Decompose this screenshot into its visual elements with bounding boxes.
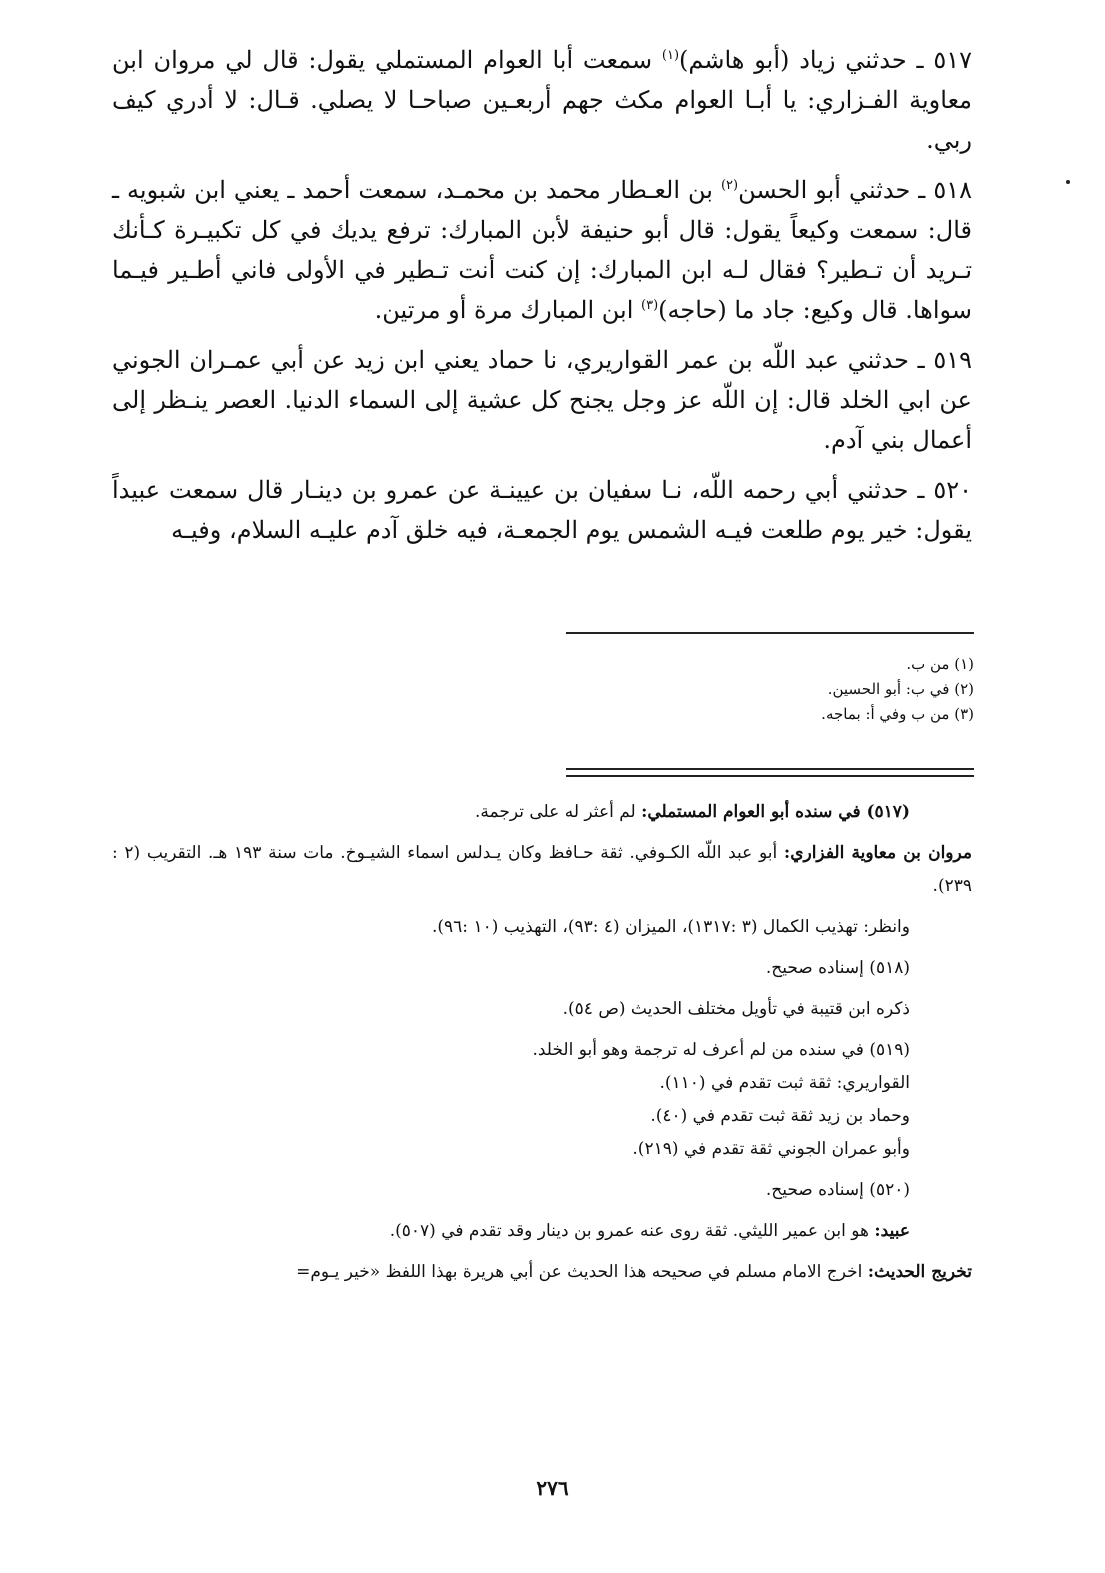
hadith-text: ٥١٨ ـ حدثني أبو الحسن bbox=[738, 176, 972, 204]
footnote-ref: (٣) bbox=[641, 298, 659, 313]
footnote-ref: (١) bbox=[661, 48, 680, 63]
commentary-519-note-1: القواريري: ثقة ثبت تقدم في (١١٠). bbox=[659, 1073, 910, 1093]
footnote-2: (٢) في ب: أبو الحسين. bbox=[827, 680, 974, 698]
commentary-marwan bbox=[112, 837, 972, 903]
commentary-519-note-3: وأبو عمران الجوني ثقة تقدم في (٢١٩). bbox=[632, 1139, 910, 1159]
hadith-text: ابن المبارك مرة أو مرتين. bbox=[374, 296, 642, 324]
footnote-divider bbox=[566, 632, 974, 634]
commentary-label: عبيد: bbox=[874, 1221, 910, 1241]
commentary-label: مروان بن معاوية الفزاري: bbox=[783, 843, 972, 863]
commentary-refs: وانظر: تهذيب الكمال (٣ :١٣١٧)، الميزان (٤ :٩٣)، التهذيب (١٠ :٩٦). bbox=[431, 917, 910, 937]
commentary-label: تخريج الحديث: bbox=[867, 1262, 972, 1282]
hadith-text: ٥١٩ ـ حدثني عبد اللّه بن عمر القواريري، نا حماد يعني ابن زيد عن أبي عمـران الجوني عن ابي الخلد قال: إن اللّه عز وجل يجنح كل عشية إلى السماء الدنيا. العصر ينـظر إلى أعمال بني آدم. bbox=[112, 346, 972, 454]
commentary-517 bbox=[112, 796, 972, 829]
hadith-520 bbox=[112, 470, 972, 550]
commentary-label: (٥١٧) في سنده أبو العوام المستملي: bbox=[641, 802, 910, 822]
commentary-ubayd bbox=[112, 1215, 972, 1248]
hadith-text: ٥١٧ ـ حدثني زياد (أبو هاشم) bbox=[679, 46, 972, 74]
commentary-text: هو ابن عمير الليثي. ثقة روى عنه عمرو بن دينار وقد تقدم في (٥٠٧). bbox=[389, 1221, 875, 1241]
footnotes bbox=[566, 652, 974, 727]
hadith-518 bbox=[112, 170, 972, 330]
commentary bbox=[112, 796, 972, 1297]
hadith-519 bbox=[112, 340, 972, 460]
hadith-text: بن العـطار محمد بن محمـد، سمعت أحمد ـ يعني ابن شبويه ـ قال: سمعت وكيعاً يقول: قال أبو حنيفة لأبن المبارك: ترفع يديك في كل تكبيـرة كـأنك تـريد أن تـطير؟ فقال لـه ابن المبارك: إن كنت أنت تـطير في الأولى فاني أطـير فيـما سواها. قال وكيع: جاد ما (حاجه) bbox=[112, 176, 972, 324]
footnote-ref: (٢) bbox=[720, 178, 739, 193]
commentary-takhrij bbox=[112, 1256, 972, 1289]
commentary-text: اخرج الامام مسلم في صحيحه هذا الحديث عن أبي هريرة بهذا اللفظ «خير يـوم= bbox=[296, 1262, 868, 1282]
page-number: ٢٧٦ bbox=[536, 1476, 569, 1500]
commentary-519: (٥١٩) في سنده من لم أعرف له ترجمة وهو أبو الخلد. bbox=[532, 1040, 910, 1060]
hadith-text: ٥٢٠ ـ حدثني أبي رحمه اللّه، نـا سفيان بن عيينـة عن عمرو بن دينـار قال سمعت عبيداً يقول: خير يوم طلعت فيـه الشمس يوم الجمعـة، فيه خلق آدم عليـه السلام، وفيـه bbox=[112, 476, 972, 544]
commentary-519-note-2: وحماد بن زيد ثقة ثبت تقدم في (٤٠). bbox=[650, 1106, 910, 1126]
footnote-1: (١) من ب. bbox=[906, 655, 974, 673]
main-text bbox=[112, 40, 972, 560]
commentary-text: لم أعثر له على ترجمة. bbox=[475, 802, 642, 822]
commentary-518: (٥١٨) إسناده صحيح. bbox=[765, 958, 910, 978]
commentary-520: (٥٢٠) إسناده صحيح. bbox=[765, 1180, 910, 1200]
footnote-3: (٣) من ب وفي أ: بماجه. bbox=[821, 705, 974, 723]
stray-mark bbox=[1066, 180, 1070, 184]
hadith-517 bbox=[112, 40, 972, 160]
hadith-text: سمعت أبا العوام المستملي يقول: قال لي مروان ابن معاوية الفـزاري: يا أبـا العوام مكث جهم أربعـين صباحـا لا يصلي. قـال: لا أدري كيف ربي. bbox=[112, 46, 972, 154]
commentary-text: أبو عبد اللّه الكـوفي. ثقة حـافظ وكان يـدلس اسماء الشيـوخ. مات سنة ١٩٣ هـ. التقريب (٢ : ٢٣٩). bbox=[112, 843, 972, 896]
commentary-divider bbox=[566, 768, 974, 777]
commentary-518-note: ذكره ابن قتيبة في تأويل مختلف الحديث (ص ٥٤). bbox=[562, 999, 910, 1019]
